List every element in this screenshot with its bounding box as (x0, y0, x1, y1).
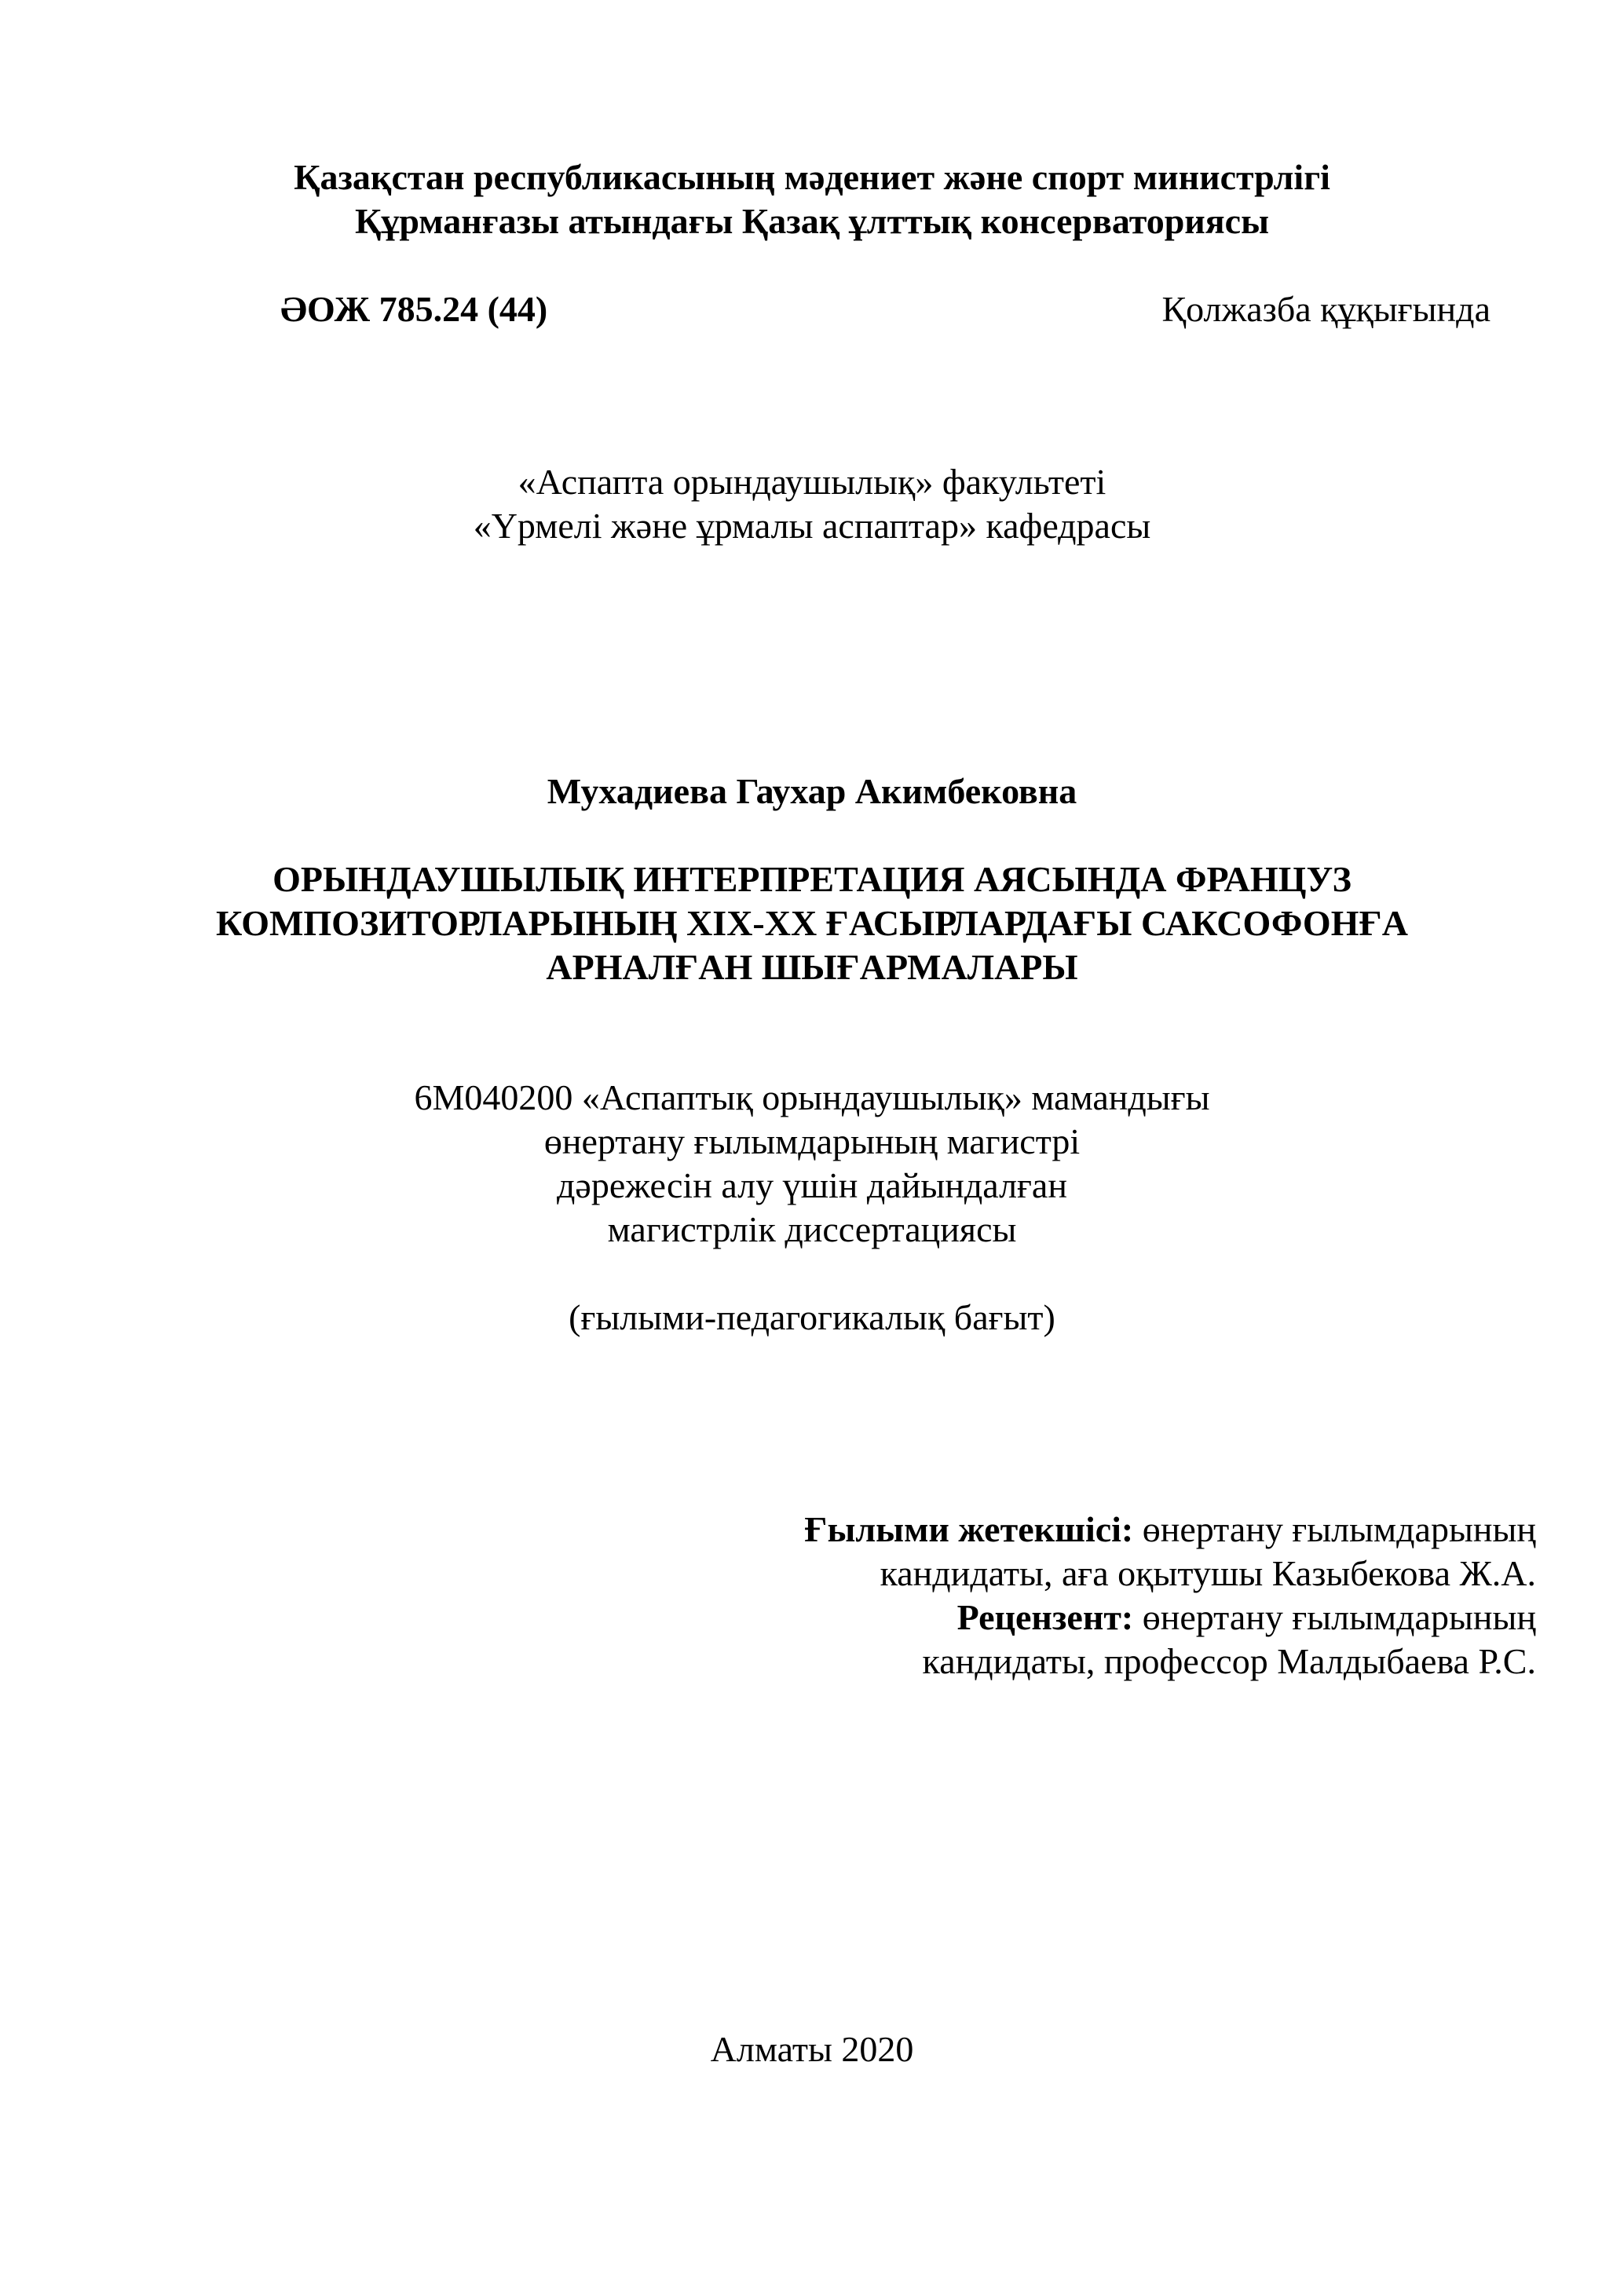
author-name: Мухадиева Гаухар Акимбековна (547, 771, 1077, 811)
manuscript-rights: Қолжазба құқығында (1161, 289, 1490, 329)
ministry-name: Қазақстан республикасының мәдениет және спорт министрлігі (294, 157, 1330, 197)
thesis-title-line-1: ОРЫНДАУШЫЛЫҚ ИНТЕРПРЕТАЦИЯ АЯСЫНДА ФРАНЦУЗ (272, 859, 1352, 899)
faculty-name: «Аспапта орындаушылық» факультеті (518, 462, 1106, 502)
specialty-line: 6М040200 «Аспаптық орындаушылық» мамандығы (414, 1077, 1210, 1117)
research-direction: (ғылыми-педагогикалық бағыт) (569, 1297, 1055, 1337)
supervisor-line (804, 1508, 1536, 1552)
supervisor-label: Ғылыми жетекшісі: (804, 1509, 1134, 1549)
chair-name: «Үрмелі және ұрмалы аспаптар» кафедрасы (473, 506, 1151, 546)
thesis-title-line-2: КОМПОЗИТОРЛАРЫНЫҢ XIX-XX ҒАСЫРЛАРДАҒЫ САКСОФОНҒА (216, 903, 1408, 943)
degree-line-3: дәрежесін алу үшін дайындалған (557, 1165, 1067, 1205)
supervisor-name: кандидаты, аға оқытушы Казыбекова Ж.А. (880, 1553, 1536, 1593)
reviewer-line (957, 1596, 1536, 1640)
degree-line-2: өнертану ғылымдарының магистрі (543, 1121, 1081, 1161)
degree-line-4: магистрлік диссертациясы (607, 1209, 1017, 1249)
conservatory-name: Құрманғазы атындағы Қазақ ұлттық консерваториясы (354, 201, 1270, 241)
city-year: Алматы 2020 (710, 2029, 914, 2069)
supervisor-field: өнертану ғылымдарының (1133, 1509, 1536, 1549)
thesis-title-line-3: АРНАЛҒАН ШЫҒАРМАЛАРЫ (546, 947, 1078, 987)
udc-code: ӘОЖ 785.24 (44) (280, 289, 548, 329)
reviewer-label: Рецензент: (956, 1597, 1134, 1637)
reviewer-field: өнертану ғылымдарының (1133, 1597, 1536, 1637)
reviewer-name: кандидаты, профессор Малдыбаева Р.С. (922, 1641, 1536, 1681)
